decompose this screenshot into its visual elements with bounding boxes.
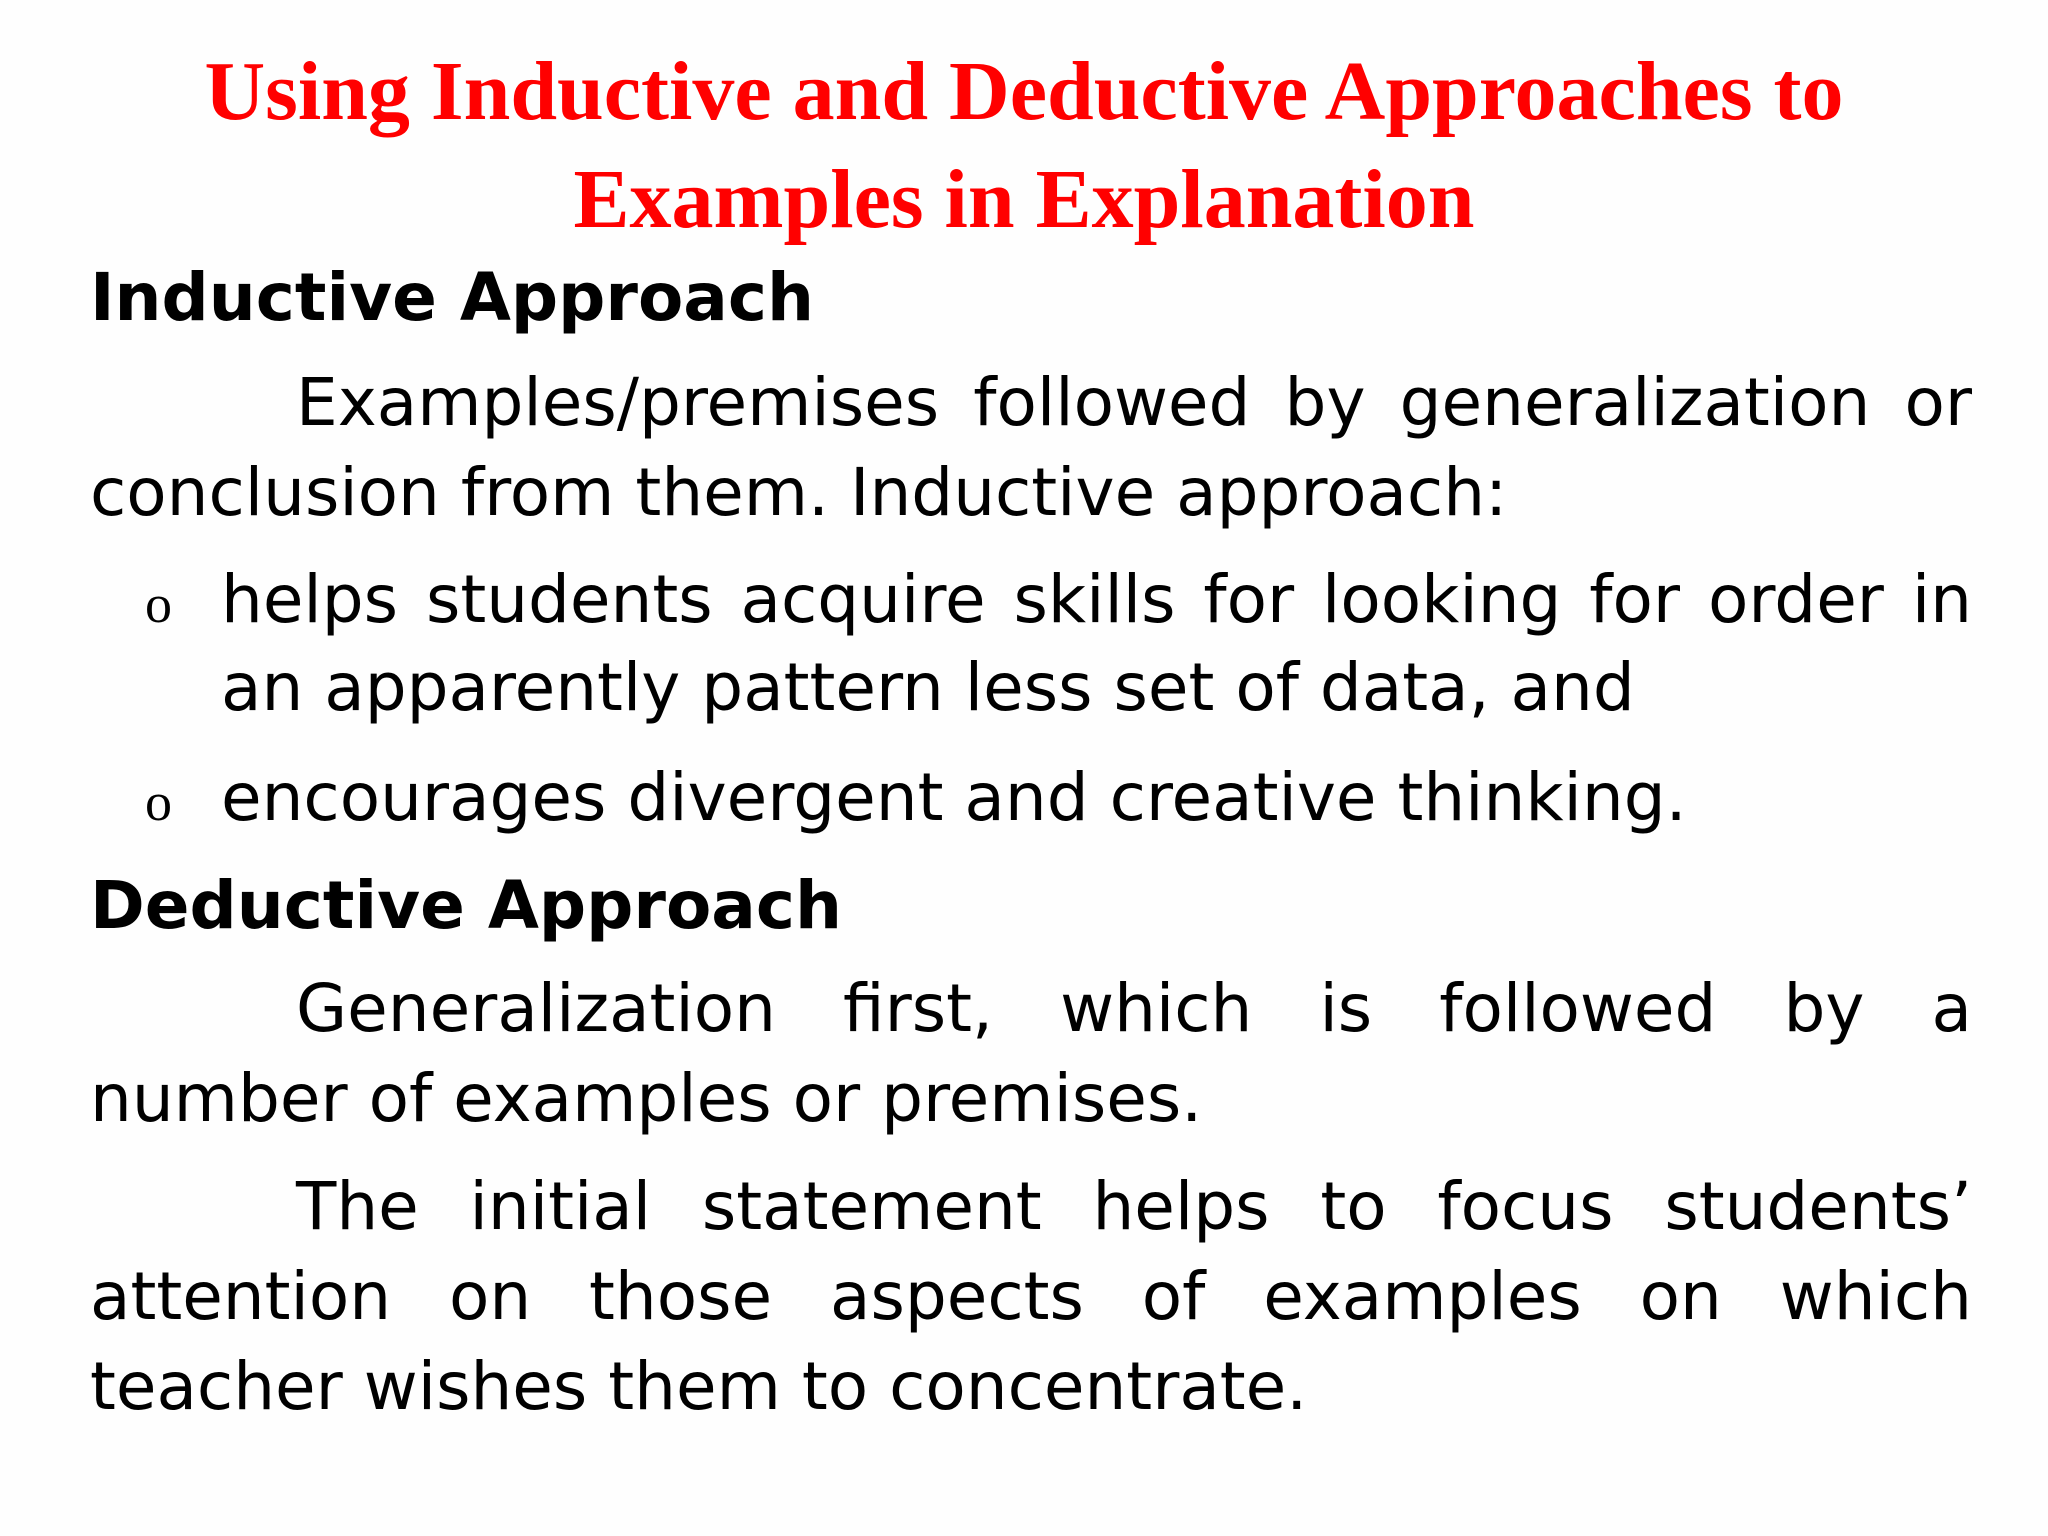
inductive-bullet-list bbox=[145, 556, 1972, 850]
bullet-text: encourages divergent and creative thinking. bbox=[221, 759, 1687, 836]
slide-title: Using Inductive and Deductive Approaches to Examples in Explanation bbox=[204, 45, 1844, 246]
deductive-paragraph-2: The initial statement helps to focus students’ attention on those aspects of examples on which teacher wishes them to concentrate. bbox=[90, 1168, 1972, 1425]
list-item bbox=[145, 556, 1972, 732]
inductive-heading: Inductive Approach bbox=[90, 259, 814, 336]
circle-bullet-icon: o bbox=[145, 772, 172, 832]
deductive-heading: Deductive Approach bbox=[90, 867, 842, 944]
circle-bullet-icon: o bbox=[145, 574, 172, 634]
list-item bbox=[145, 754, 1972, 850]
deductive-paragraph-1: Generalization first, which is followed by a number of examples or premises. bbox=[90, 970, 1972, 1137]
inductive-paragraph: Examples/premises followed by generalization or conclusion from them. Inductive approach: bbox=[90, 364, 1972, 531]
bullet-text: helps students acquire skills for looking for order in an apparently pattern less set of data, and bbox=[221, 561, 1972, 726]
